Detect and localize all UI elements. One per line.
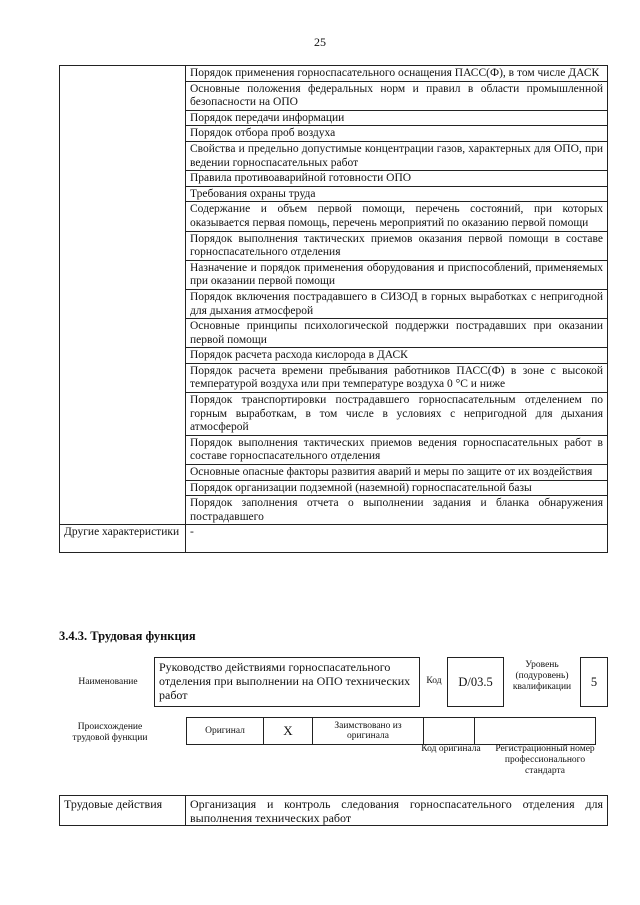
- qualification-level: 5: [580, 657, 608, 707]
- other-characteristics-value: -: [186, 525, 608, 553]
- knowledge-item: Порядок отбора проб воздуха: [186, 126, 608, 142]
- level-label: Уровень (подуровень) квалификации: [512, 660, 572, 692]
- knowledge-item: Свойства и предельно допустимые концентрации газов, характерных для ОПО, при ведении горноспасательных работ: [186, 141, 608, 170]
- knowledge-item: Содержание и объем первой помощи, перечень состояний, при которых оказывается первая помощь, перечень мероприятий по оказанию первой помощи: [186, 202, 608, 231]
- knowledge-row: [60, 66, 608, 82]
- knowledge-item: Требования охраны труда: [186, 186, 608, 202]
- origin-table: [186, 717, 596, 745]
- function-code: D/03.5: [447, 657, 504, 707]
- original-mark: X: [264, 718, 313, 745]
- reg-caption: Регистрационный номер профессионального стандарта: [495, 744, 595, 776]
- reg-number-cell: [475, 718, 596, 745]
- knowledge-item: Порядок применения горноспасательного оснащения ПАСС(Ф), в том числе ДАСК: [186, 66, 608, 82]
- knowledge-item: Порядок заполнения отчета о выполнении задания и бланка обнаружения пострадавшего: [186, 496, 608, 525]
- knowledge-item: Порядок расчета времени пребывания работников ПАСС(Ф) в зоне с высокой температурой воздуха или при температуре воздуха 0 °С и ниже: [186, 363, 608, 392]
- actions-label: Трудовые действия: [60, 796, 186, 826]
- other-characteristics-row: [60, 525, 608, 553]
- knowledge-item: Порядок включения пострадавшего в СИЗОД в горных выработках с непригодной для дыхания атмосферой: [186, 289, 608, 318]
- knowledge-item: Назначение и порядок применения оборудования и приспособлений, применяемых при оказании первой помощи: [186, 260, 608, 289]
- borrowed-label: Заимствовано из оригинала: [313, 718, 424, 745]
- origin-label: Происхождение трудовой функции: [72, 722, 148, 743]
- section-title: 3.4.3. Трудовая функция: [59, 629, 196, 643]
- knowledge-item: Порядок транспортировки пострадавшего горноспасательным отделением по горным выработкам, в том числе в условиях с непригодной для дыхания атмосферой: [186, 393, 608, 436]
- knowledge-item: Порядок выполнения тактических приемов оказания первой помощи в составе горноспасательного отделения: [186, 231, 608, 260]
- action-item: Организация и контроль следования горноспасательного отделения для выполнения технических работ: [186, 796, 608, 826]
- name-label: Наименование: [78, 677, 138, 687]
- code-label: Код: [426, 676, 442, 686]
- code-caption: Код оригинала: [421, 744, 481, 754]
- required-knowledge-table: [59, 65, 608, 553]
- knowledge-item: Основные положения федеральных норм и правил в области промышленной безопасности на ОПО: [186, 81, 608, 110]
- other-characteristics-label: Другие характеристики: [60, 525, 186, 553]
- knowledge-item: Основные опасные факторы развития аварий и меры по защите от их воздействия: [186, 465, 608, 481]
- knowledge-item: Порядок передачи информации: [186, 110, 608, 126]
- knowledge-item: Порядок организации подземной (наземной) горноспасательной базы: [186, 480, 608, 496]
- knowledge-item: Основные принципы психологической поддержки пострадавших при оказании первой помощи: [186, 319, 608, 348]
- original-label: Оригинал: [187, 718, 264, 745]
- knowledge-item: Порядок выполнения тактических приемов ведения горноспасательных работ в составе горноспасательного отделения: [186, 435, 608, 464]
- labor-actions-table: [59, 795, 608, 826]
- knowledge-item: Правила противоаварийной готовности ОПО: [186, 171, 608, 187]
- original-code-cell: [424, 718, 475, 745]
- knowledge-item: Порядок расчета расхода кислорода в ДАСК: [186, 348, 608, 364]
- knowledge-label-cell: [60, 66, 186, 525]
- page-number: 25: [314, 35, 326, 49]
- function-name: Руководство действиями горноспасательного отделения при выполнении на ОПО технических работ: [154, 657, 420, 707]
